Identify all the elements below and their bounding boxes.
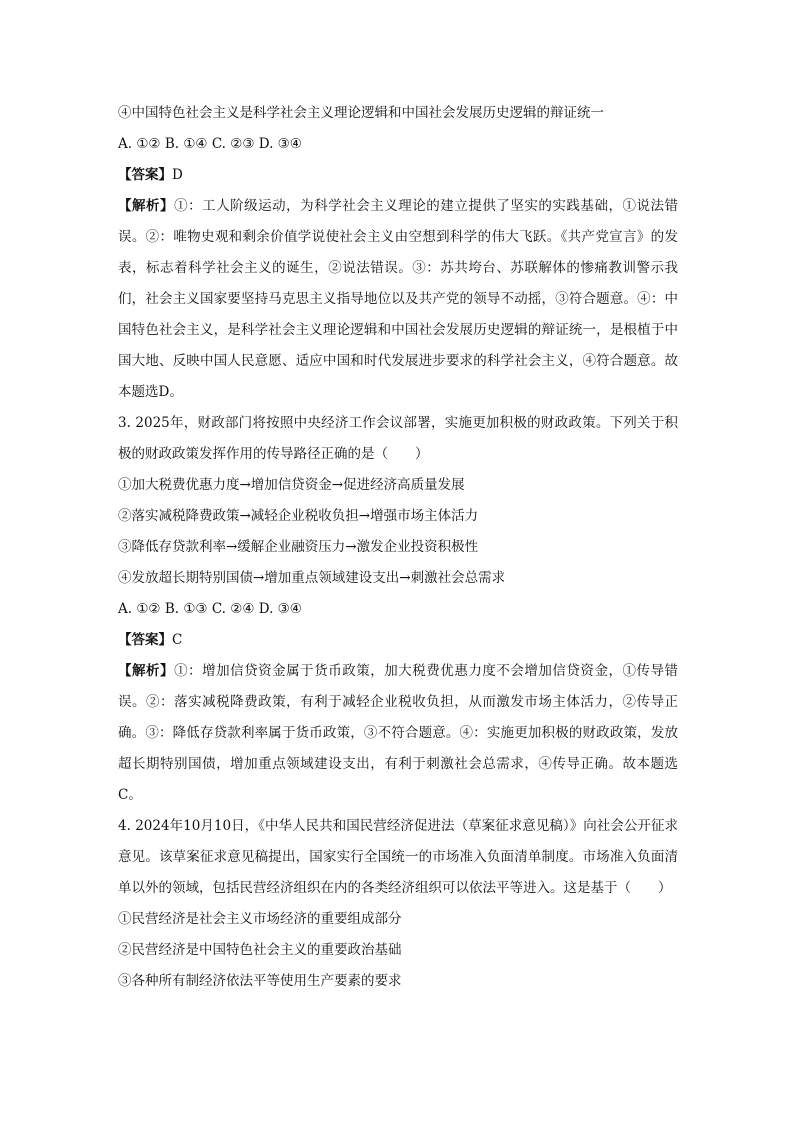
analysis-text: ①：工人阶级运动，为科学社会主义理论的建立提供了坚实的实践基础，①说法错误。②：唯物史观和剩余价值学说使社会主义由空想到科学的伟大飞跃。《共产党宣言》的发表，标志着科学社会主义的诞生，②说法错误。③：苏共垮台、苏联解体的惨痛教训警示我们，社会主义国家要坚持马克思主义指导地位以及共产党的领导不动摇，③符合题意。④：中国特色社会主义，是科学社会主义理论逻辑和中国社会发展历史逻辑的辩证统一，是根植于中国大地、反映中国人民意愿、适应中国和时代发展进步要求的科学社会主义，④符合题意。故本题选D。 (118, 198, 679, 400)
analysis-label: 【解析】 (118, 663, 175, 679)
q4-statement-1: ①民营经济是社会主义市场经济的重要组成部分 (118, 911, 402, 927)
q2-options: A. ①② B. ①④ C. ②③ D. ③④ (118, 136, 302, 152)
q3-statement-1: ①加大税费优惠力度→增加信贷资金→促进经济高质量发展 (118, 477, 465, 493)
q3-stem: 3. 2025年，财政部门将按照中央经济工作会议部署，实施更加积极的财政政策。下列关于积极的财政政策发挥作用的传导路径正确的是（ ） (118, 415, 678, 462)
q3-analysis (118, 656, 678, 811)
q3-statement-2: ②落实减税降费政策→减轻企业税收负担→增强市场主体活力 (118, 508, 479, 524)
q3-statement-4: ④发放超长期特别国债→增加重点领域建设支出→刺激社会总需求 (118, 570, 506, 586)
answer-label: 【答案】 (118, 632, 172, 648)
q3-options: A. ①② B. ①③ C. ②④ D. ③④ (118, 601, 302, 617)
q4-stem: 4. 2024年10月10日，《中华人民共和国民营经济促进法（草案征求意见稿）》向社会公开征求意见。该草案征求意见稿提出，国家实行全国统一的市场准入负面清单制度。市场准入负面清单以外的领域，包括民营经济组织在内的各类经济组织可以依法平等进入。这是基于（ ） (118, 818, 678, 896)
analysis-text: ①：增加信贷资金属于货币政策，加大税费优惠力度不会增加信贷资金，①传导错误。②：落实减税降费政策，有利于减轻企业税收负担，从而激发市场主体活力，②传导正确。③：降低存贷款利率属于货币政策，③不符合题意。④：实施更加积极的财政政策，发放超长期特别国债，增加重点领域建设支出，有利于刺激社会总需求，④传导正确。故本题选C。 (118, 663, 679, 803)
q2-statement-4: ④中国特色社会主义是科学社会主义理论逻辑和中国社会发展历史逻辑的辩证统一 (118, 105, 604, 121)
q3-answer (118, 625, 678, 656)
answer-label: 【答案】 (118, 167, 172, 183)
q2-analysis (118, 191, 678, 408)
q4-statement-2: ②民营经济是中国特色社会主义的重要政治基础 (118, 942, 402, 958)
answer-value: C (172, 632, 183, 648)
document-page (118, 98, 678, 997)
q3-statement-3: ③降低存贷款利率→缓解企业融资压力→激发企业投资积极性 (118, 539, 479, 555)
q2-answer (118, 160, 678, 191)
q4-statement-3: ③各种所有制经济依法平等使用生产要素的要求 (118, 973, 402, 989)
analysis-label: 【解析】 (118, 198, 175, 214)
answer-value: D (172, 167, 183, 183)
